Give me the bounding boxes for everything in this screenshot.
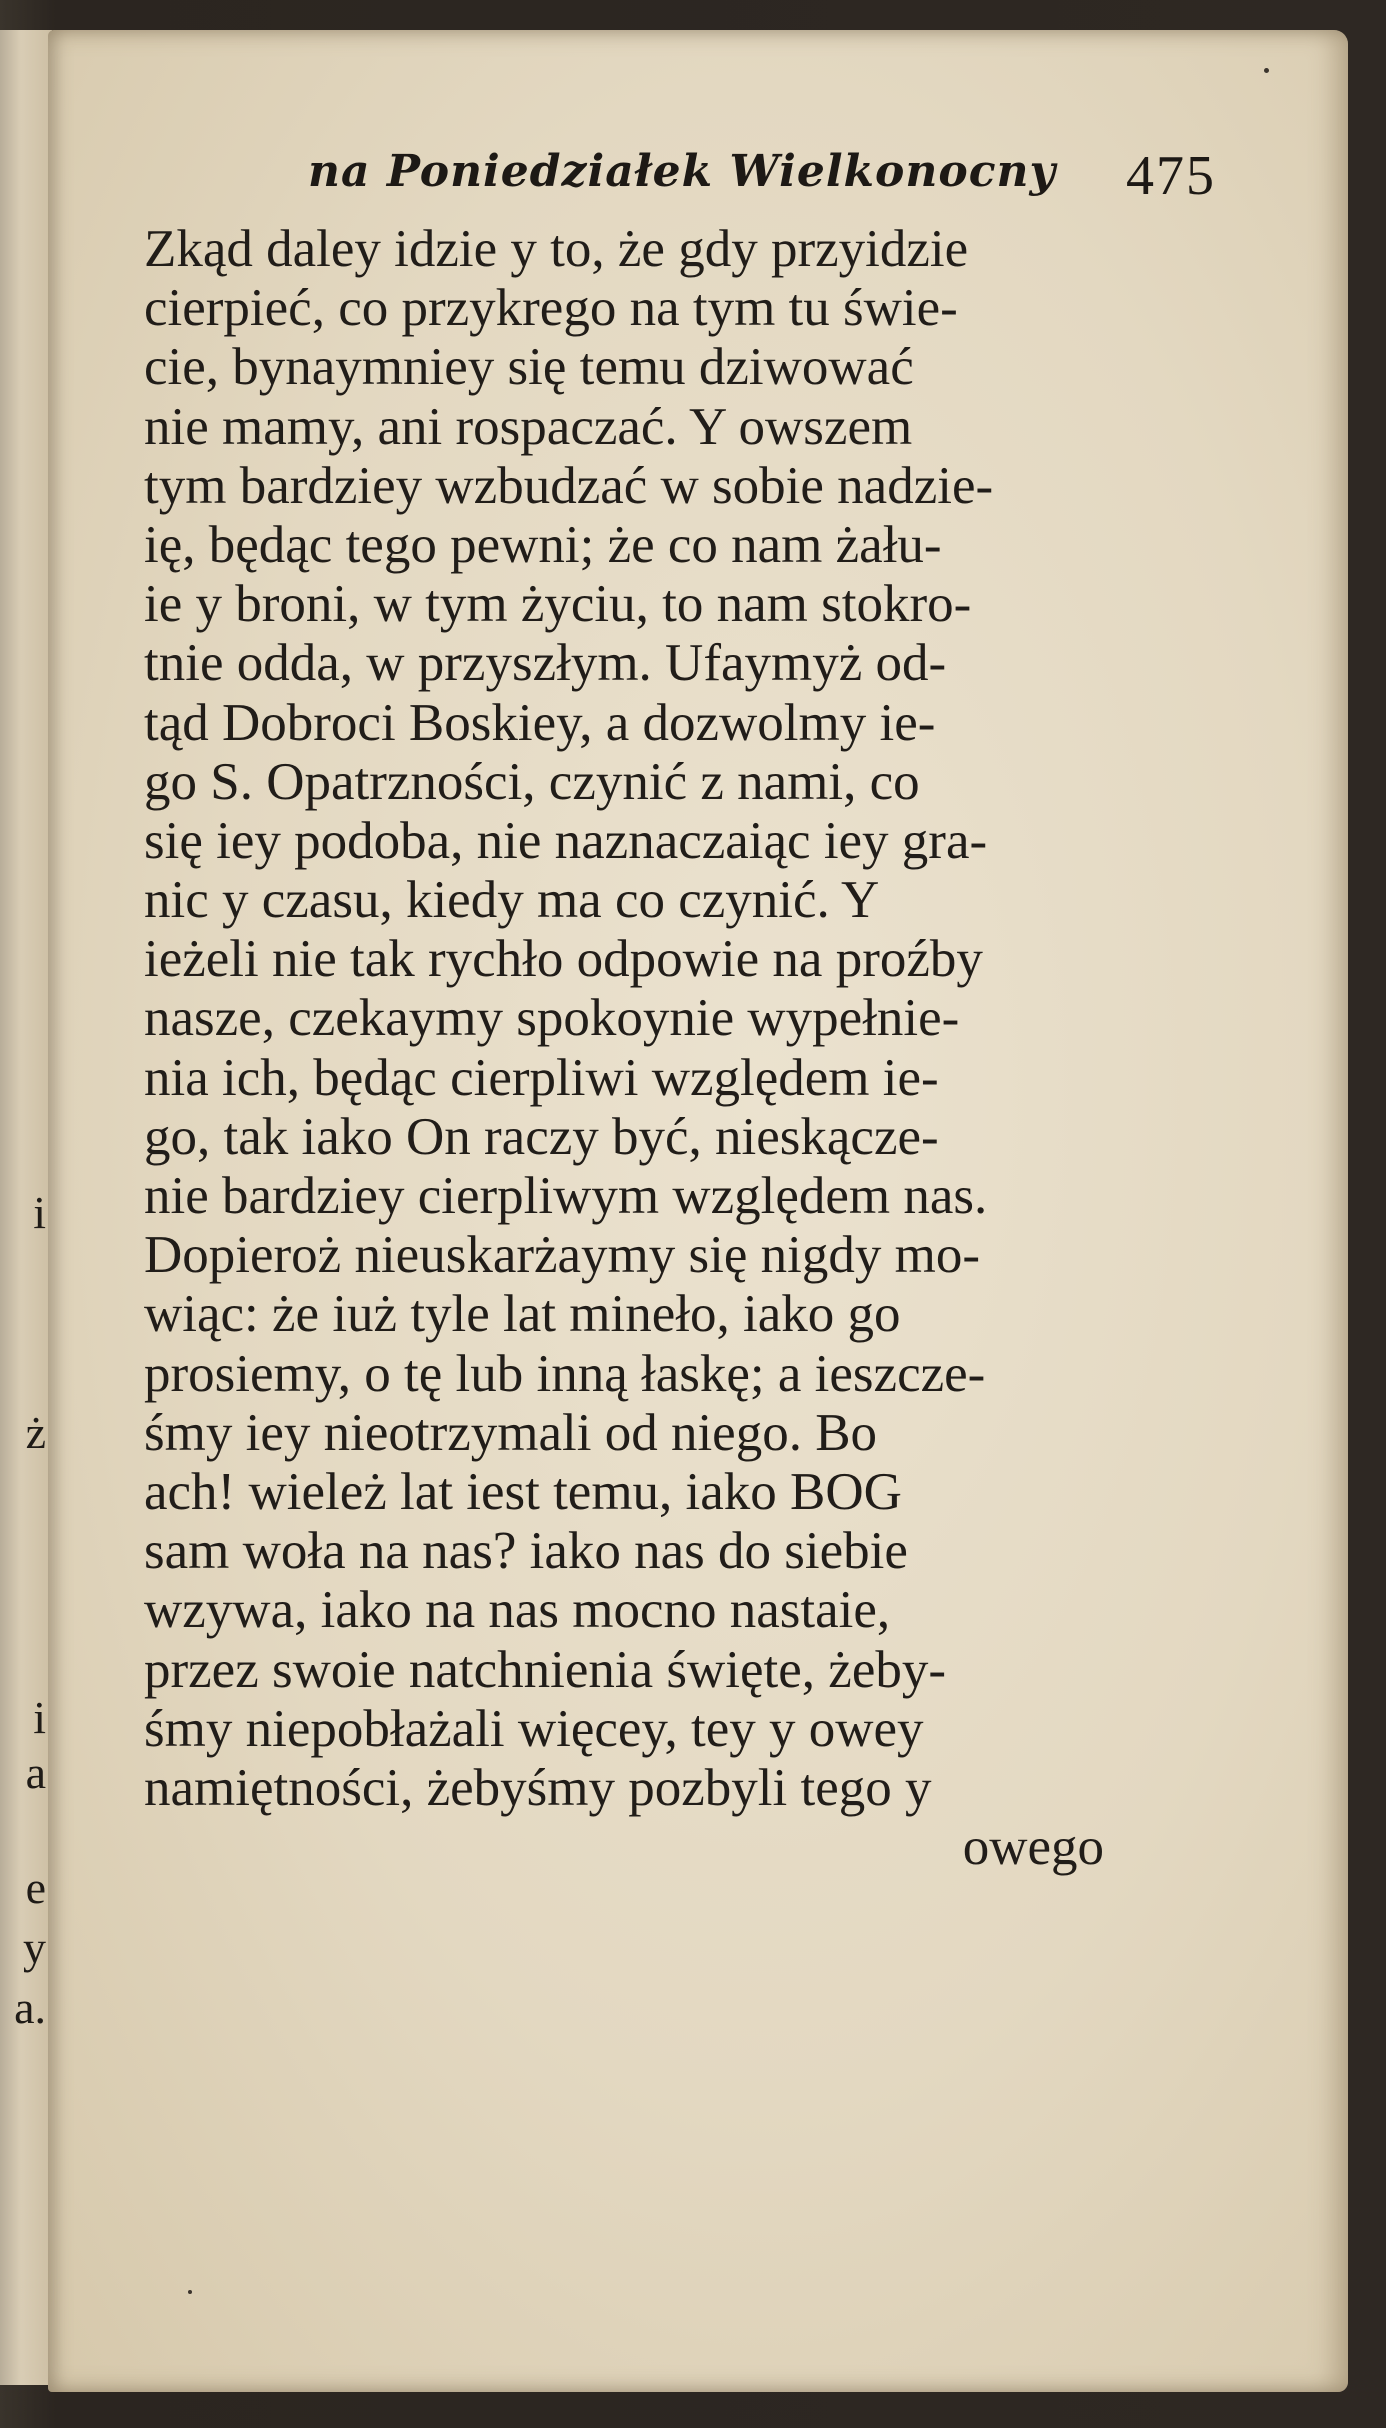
text-line: tnie odda, w przyszłym. Ufaymyż od- <box>144 634 947 693</box>
margin-fragment: i <box>33 1187 46 1238</box>
text-line: nasze, czekaymy spokoynie wypełnie- <box>144 989 960 1048</box>
text-line: namiętności, żebyśmy pozbyli tego y <box>144 1758 932 1817</box>
text-line: go, tak iako On raczy być, nieskącze- <box>144 1107 939 1166</box>
text-line: ach! wieleż lat iest temu, iako BOG <box>144 1462 902 1521</box>
text-line: nia ich, będąc cierpliwi względem ie- <box>144 1048 939 1107</box>
text-line: Zkąd daley idzie y to, że gdy przyidzie <box>144 220 969 278</box>
text-line: przez swoie natchnienia święte, żeby- <box>144 1640 946 1699</box>
margin-fragment: a <box>25 1747 46 1798</box>
text-line: cierpieć, co przykrego na tym tu świe- <box>144 279 958 338</box>
text-line: wiąc: że iuż tyle lat mineło, iako go <box>144 1285 901 1344</box>
text-line: śmy iey nieotrzymali od niego. Bo <box>144 1403 878 1462</box>
text-line: nie bardziey cierpliwym względem nas. <box>144 1167 988 1225</box>
previous-page-edge <box>0 30 54 2385</box>
book-page <box>48 30 1348 2392</box>
margin-fragment: i <box>33 1692 46 1743</box>
body-text <box>144 220 1274 1877</box>
text-line: nie mamy, ani rospaczać. Y owszem <box>144 397 913 456</box>
margin-fragment: e <box>25 1862 46 1913</box>
text-line: sam woła na nas? iako nas do siebie <box>144 1522 908 1581</box>
ink-speck <box>188 2290 192 2294</box>
text-line: ie y broni, w tym życiu, to nam stokro- <box>144 575 972 634</box>
catchword: owego <box>962 1818 1104 1877</box>
text-line: śmy niepobłażali więcey, tey y owey <box>144 1699 924 1758</box>
text-line: ię, będąc tego pewni; że co nam żału- <box>144 515 942 574</box>
text-line: się iey podoba, nie naznaczaiąc iey gra- <box>144 811 988 870</box>
margin-fragment: y <box>23 1922 46 1973</box>
text-line: nic y czasu, kiedy ma co czynić. Y <box>144 871 880 930</box>
running-title: na Poniedziałek Wielkonocny <box>308 146 1057 197</box>
text-line: prosiemy, o tę lub inną łaskę; a ieszcze- <box>144 1344 986 1403</box>
margin-fragment: a. <box>14 1982 46 2033</box>
text-line: wzywa, iako na nas mocno nastaie, <box>144 1581 891 1640</box>
text-line: Dopieroż nieuskarżaymy się nigdy mo- <box>144 1226 980 1285</box>
page-header <box>260 122 1240 207</box>
text-line: ieżeli nie tak rychło odpowie na proźby <box>144 930 983 989</box>
text-line: tąd Dobroci Boskiey, a dozwolmy ie- <box>144 693 936 752</box>
page-number: 475 <box>1126 145 1216 207</box>
margin-fragment: ż <box>25 1407 46 1458</box>
text-line: cie, bynaymniey się temu dziwować <box>144 338 914 397</box>
ink-speck <box>1264 68 1269 73</box>
text-line: tym bardziey wzbudzać w sobie nadzie- <box>144 456 994 515</box>
text-line: go S. Opatrzności, czynić z nami, co <box>144 752 920 811</box>
